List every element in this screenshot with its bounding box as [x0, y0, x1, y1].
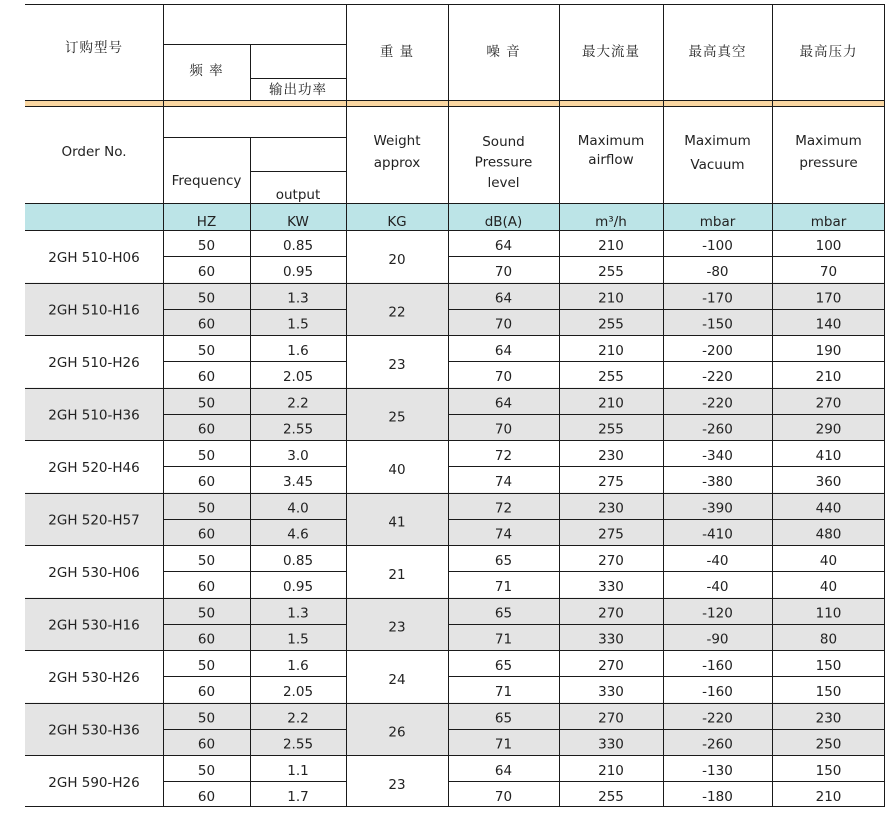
db-cell: 70: [494, 421, 513, 438]
weight-cell: 20: [388, 252, 406, 268]
hz-cell: 60: [197, 421, 216, 438]
hz-cell: 50: [197, 658, 216, 674]
unit-label: dB(A): [484, 214, 523, 230]
unit-label: HZ: [196, 214, 217, 230]
units-band: [25, 203, 885, 230]
airflow-cell: 210: [598, 290, 624, 307]
pressure-cell: 170: [815, 290, 842, 307]
airflow-cell: 210: [598, 763, 624, 779]
weight-cell: 24: [388, 672, 406, 688]
vacuum-cell: -390: [702, 500, 733, 517]
hz-cell: 60: [197, 526, 216, 543]
vacuum-cell: -200: [702, 343, 733, 359]
db-cell: 71: [494, 684, 513, 700]
db-cell: 64: [494, 343, 513, 359]
weight-cell: 23: [388, 777, 406, 793]
kw-cell: 0.85: [282, 238, 314, 254]
header-sound-en: Pressure: [474, 154, 533, 171]
hz-cell: 50: [197, 763, 216, 779]
hz-cell: 50: [197, 605, 216, 622]
header-weight-en: Weight: [373, 133, 421, 149]
vacuum-cell: -380: [702, 474, 733, 490]
db-cell: 64: [494, 395, 513, 412]
kw-cell: 2.2: [287, 395, 309, 412]
kw-cell: 1.5: [287, 316, 309, 333]
kw-cell: 1.3: [287, 605, 309, 622]
db-cell: 64: [494, 763, 513, 779]
kw-cell: 3.0: [287, 448, 309, 464]
vacuum-cell: -260: [702, 421, 733, 438]
kw-cell: 0.85: [282, 553, 314, 569]
airflow-cell: 210: [598, 343, 624, 359]
hz-cell: 60: [197, 264, 216, 280]
airflow-cell: 330: [598, 579, 624, 595]
airflow-cell: 255: [598, 421, 624, 438]
model-cell: 2GH 510-H16: [48, 302, 140, 319]
pressure-cell: 290: [815, 421, 842, 438]
vacuum-cell: -150: [702, 316, 733, 333]
airflow-cell: 270: [598, 710, 624, 727]
weight-cell: 26: [388, 724, 406, 741]
vacuum-cell: -160: [702, 684, 733, 700]
vacuum-cell: -130: [702, 763, 733, 779]
model-cell: 2GH 510-H26: [48, 355, 140, 371]
kw-cell: 4.0: [287, 500, 309, 517]
db-cell: 74: [494, 526, 513, 543]
header-vacuum-en: Maximum: [684, 133, 751, 149]
header-pressure-en: Maximum: [795, 133, 862, 149]
header-output-en: output: [275, 187, 321, 203]
pressure-cell: 110: [815, 605, 842, 622]
airflow-cell: 210: [598, 395, 624, 412]
db-cell: 70: [494, 264, 513, 280]
pressure-cell: 70: [819, 264, 838, 280]
vacuum-cell: -180: [702, 789, 733, 805]
db-cell: 71: [494, 736, 513, 753]
model-cell: 2GH 530-H36: [48, 722, 140, 739]
spec-table: [25, 4, 885, 807]
hz-cell: 50: [197, 448, 216, 464]
hz-cell: 50: [197, 343, 216, 359]
pressure-cell: 480: [815, 526, 842, 543]
weight-cell: 25: [388, 409, 406, 426]
airflow-cell: 255: [598, 789, 624, 805]
weight-cell: 21: [388, 567, 406, 583]
vacuum-cell: -170: [702, 290, 733, 307]
vacuum-cell: -410: [702, 526, 733, 543]
model-cell: 2GH 510-H06: [48, 250, 140, 266]
db-cell: 64: [494, 290, 513, 307]
pressure-cell: 440: [815, 500, 842, 517]
kw-cell: 1.1: [287, 763, 309, 779]
db-cell: 65: [494, 658, 513, 674]
model-cell: 2GH 510-H36: [48, 407, 140, 424]
header-airflow-en: airflow: [588, 152, 634, 168]
kw-cell: 2.05: [282, 684, 314, 700]
unit-label: mbar: [699, 214, 736, 230]
hz-cell: 60: [197, 736, 216, 753]
model-cell: 2GH 520-H57: [48, 512, 140, 529]
shaded-row-background: [25, 703, 885, 756]
kw-cell: 1.6: [287, 343, 309, 359]
hz-cell: 60: [197, 316, 216, 333]
shaded-row-background: [25, 388, 885, 441]
header-pressure-en: pressure: [799, 155, 858, 171]
spec-table-svg: [25, 4, 885, 807]
kw-cell: 1.6: [287, 658, 309, 674]
model-cell: 2GH 520-H46: [48, 460, 140, 476]
hz-cell: 60: [197, 684, 216, 700]
kw-cell: 2.55: [282, 736, 314, 753]
vacuum-cell: -160: [702, 658, 733, 674]
header-frequency-cn: 频 率: [189, 63, 224, 79]
header-sound-cn: 噪 音: [486, 44, 521, 60]
weight-cell: 41: [388, 514, 406, 531]
kw-cell: 4.6: [287, 526, 309, 543]
airflow-cell: 275: [598, 526, 624, 543]
pressure-cell: 270: [815, 395, 842, 412]
header-airflow-en: Maximum: [577, 133, 645, 149]
shaded-row-background: [25, 493, 885, 546]
airflow-cell: 330: [598, 736, 624, 753]
hz-cell: 60: [197, 474, 216, 490]
pressure-cell: 210: [815, 369, 842, 385]
vacuum-cell: -80: [706, 264, 729, 280]
kw-cell: 2.55: [282, 421, 314, 438]
hz-cell: 60: [197, 631, 216, 648]
airflow-cell: 230: [598, 500, 624, 517]
hz-cell: 60: [197, 789, 216, 805]
weight-cell: 23: [388, 619, 406, 636]
airflow-cell: 270: [598, 605, 624, 622]
airflow-cell: 330: [598, 684, 624, 700]
pressure-cell: 80: [819, 631, 838, 648]
airflow-cell: 230: [598, 448, 624, 464]
airflow-cell: 270: [598, 553, 624, 569]
header-airflow-cn: 最大流量: [582, 44, 640, 60]
db-cell: 72: [494, 500, 513, 517]
vacuum-cell: -120: [702, 605, 733, 622]
airflow-cell: 255: [598, 369, 624, 385]
header-vacuum-cn: 最高真空: [688, 44, 747, 60]
shaded-row-background: [25, 598, 885, 651]
hz-cell: 50: [197, 238, 216, 254]
vacuum-cell: -220: [702, 369, 733, 385]
header-sound-en: level: [487, 175, 520, 191]
pressure-cell: 150: [815, 684, 842, 700]
header-order-no-cn: 订购型号: [65, 40, 123, 56]
db-cell: 65: [494, 553, 513, 569]
header-sound-en: Sound: [482, 134, 525, 150]
db-cell: 64: [494, 238, 513, 254]
kw-cell: 2.05: [282, 369, 314, 385]
hz-cell: 50: [197, 500, 216, 517]
model-cell: 2GH 530-H06: [48, 565, 140, 581]
db-cell: 70: [494, 316, 513, 333]
db-cell: 71: [494, 631, 513, 648]
hz-cell: 60: [197, 579, 216, 595]
airflow-cell: 255: [598, 264, 624, 280]
airflow-cell: 255: [598, 316, 624, 333]
hz-cell: 50: [197, 290, 216, 307]
model-cell: 2GH 530-H16: [48, 617, 140, 634]
vacuum-cell: -40: [706, 579, 729, 595]
pressure-cell: 40: [819, 553, 838, 569]
pressure-cell: 190: [815, 343, 842, 359]
weight-cell: 40: [388, 462, 406, 478]
db-cell: 65: [494, 710, 513, 727]
unit-label: mbar: [810, 214, 847, 230]
vacuum-cell: -40: [706, 553, 729, 569]
unit-label: KW: [287, 214, 309, 230]
pressure-cell: 250: [815, 736, 842, 753]
db-cell: 65: [494, 605, 513, 622]
vacuum-cell: -100: [702, 238, 733, 254]
weight-cell: 22: [388, 304, 406, 321]
pressure-cell: 150: [815, 658, 842, 674]
unit-label: KG: [387, 214, 407, 230]
vacuum-cell: -220: [702, 395, 733, 412]
hz-cell: 50: [197, 395, 216, 412]
model-cell: 2GH 530-H26: [48, 670, 140, 686]
shaded-row-background: [25, 283, 885, 336]
db-cell: 74: [494, 474, 513, 490]
airflow-cell: 275: [598, 474, 624, 490]
pressure-cell: 230: [815, 710, 842, 727]
pressure-cell: 40: [819, 579, 838, 595]
unit-label: m³/h: [595, 214, 627, 230]
pressure-cell: 210: [815, 789, 842, 805]
header-order-no-en: Order No.: [61, 144, 127, 160]
db-cell: 70: [494, 789, 513, 805]
vacuum-cell: -90: [706, 631, 729, 648]
db-cell: 70: [494, 369, 513, 385]
header-weight-en: approx: [373, 155, 421, 171]
header-weight-cn: 重 量: [379, 44, 415, 60]
db-cell: 72: [494, 448, 513, 464]
hz-cell: 60: [197, 369, 216, 385]
airflow-cell: 210: [598, 238, 624, 254]
model-cell: 2GH 590-H26: [48, 775, 140, 791]
pressure-cell: 100: [815, 238, 842, 254]
pressure-cell: 140: [815, 316, 842, 333]
kw-cell: 1.7: [287, 789, 309, 805]
hz-cell: 50: [197, 553, 216, 569]
kw-cell: 0.95: [282, 579, 314, 595]
header-vacuum-en: Vacuum: [690, 157, 745, 173]
vacuum-cell: -340: [702, 448, 733, 464]
airflow-cell: 330: [598, 631, 624, 648]
weight-cell: 23: [388, 357, 406, 373]
kw-cell: 0.95: [282, 264, 314, 280]
pressure-cell: 150: [815, 763, 842, 779]
header-pressure-cn: 最高压力: [799, 44, 858, 60]
header-frequency-en: Frequency: [171, 173, 242, 189]
kw-cell: 3.45: [282, 474, 314, 490]
kw-cell: 1.5: [287, 631, 309, 648]
airflow-cell: 270: [598, 658, 624, 674]
pressure-cell: 410: [815, 448, 842, 464]
db-cell: 71: [494, 579, 513, 595]
vacuum-cell: -260: [702, 736, 733, 753]
pressure-cell: 360: [815, 474, 842, 490]
hz-cell: 50: [197, 710, 216, 727]
vacuum-cell: -220: [702, 710, 733, 727]
kw-cell: 1.3: [287, 290, 309, 307]
header-output-cn: 输出功率: [269, 82, 327, 98]
kw-cell: 2.2: [287, 710, 309, 727]
